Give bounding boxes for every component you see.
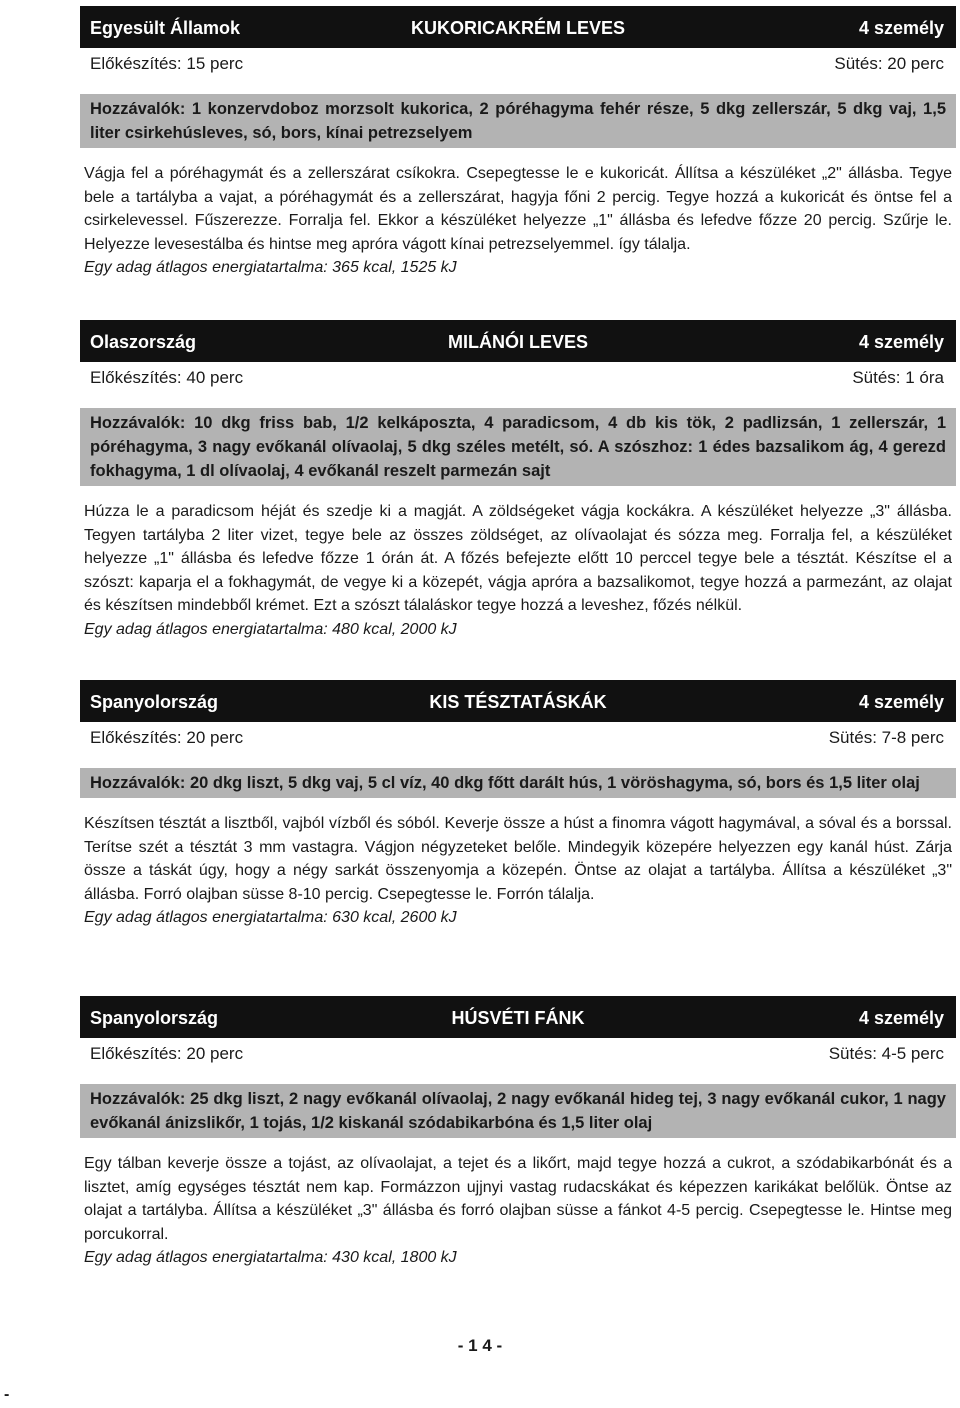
method-text: Egy tálban keverje össze a tojást, az olívaolajat, a tejet és a likőrt, majd tegye hozzá a cukrot, a szódabikarbónát és a lisztet, amíg egységes tésztát nem kap. Formázzon ujjnyi vastag rudacskákat és képezzen karikákat belőlük. Öntse az olajat a tartályba. Állítsa a készüléket „3" állásba és forró olajban süsse a fánkot 4-5 percig. Csepegtesse le. Hintse meg porcukorral. bbox=[84, 1155, 952, 1243]
recipe-times bbox=[80, 362, 956, 392]
recipe-header bbox=[80, 680, 956, 722]
energy-info: Egy adag átlagos energiatartalma: 365 kcal, 1525 kJ bbox=[84, 259, 457, 276]
recipe-servings: 4 személy bbox=[858, 332, 944, 352]
recipe-country: Olaszország bbox=[90, 332, 197, 352]
recipe-header bbox=[80, 320, 956, 362]
energy-info: Egy adag átlagos energiatartalma: 630 kcal, 2600 kJ bbox=[84, 909, 457, 926]
prep-time: Előkészítés: 40 perc bbox=[90, 368, 244, 387]
recipe-title: MILÁNÓI LEVES bbox=[447, 332, 588, 352]
cook-time: Sütés: 1 óra bbox=[852, 368, 944, 387]
energy-info: Egy adag átlagos energiatartalma: 480 kcal, 2000 kJ bbox=[84, 620, 457, 638]
cook-time: Sütés: 20 perc bbox=[834, 54, 944, 73]
recipe-servings: 4 személy bbox=[858, 1008, 944, 1028]
method-text: Készítsen tésztát a lisztből, vajból vízből és sóból. Keverje össze a húst a finomra vágott hagymával, a sóval és a borssal. Terítse szét a tésztát 3 mm vastagra. Vágjon négyzeteket belőle. Mindegyik közepére helyezzen egy kanál húst. Zárja össze a táskát úgy, hogy a négy sarkát összenyomja a közepén. Öntse az olajat a tartályba. Állítsa a készüléket „3" állásba. Forró olajban süsse 8-10 percig. Csepegtesse le. Forrón tálalja. bbox=[84, 815, 952, 903]
recipe-times bbox=[80, 48, 956, 78]
recipe-country: Spanyolország bbox=[90, 692, 219, 712]
recipe-title: KUKORICAKRÉM LEVES bbox=[410, 18, 625, 38]
method-text: Vágja fel a póréhagymát és a zellerszárat csíkokra. Csepegtesse le e kukoricát. Állítsa a készüléket „2" állásba. Tegye bele a tartályba a vajat, a póréhagymát és a zellerszárat, hagyja főni 2 percig. Tegye hozzá a kukoricát és öntse fel a csirkelevessel. Fűszerezze. Forralja fel. Ekkor a készüléket helyezze „1" állásba és lefedve főzze 20 percig. Szűrje le. Helyezze levesestálba és hintse meg apróra vágott kínai petrezselyemmel. így tálalja. bbox=[84, 165, 952, 253]
ingredients-box: Hozzávalók: 1 konzervdoboz morzsolt kukorica, 2 póréhagyma fehér része, 5 dkg zellerszár, 5 dkg vaj, 1,5 liter csirkehúsleves, só, bors, kínai petrezselyem bbox=[80, 94, 956, 148]
cook-time: Sütés: 7-8 perc bbox=[828, 728, 944, 747]
recipe-card bbox=[80, 6, 956, 280]
recipe-title: HÚSVÉTI FÁNK bbox=[451, 1008, 585, 1028]
recipe-country: Egyesült Államok bbox=[90, 18, 241, 38]
prep-time: Előkészítés: 20 perc bbox=[90, 1044, 244, 1063]
recipe-header bbox=[80, 6, 956, 48]
recipe-servings: 4 személy bbox=[858, 18, 944, 38]
corner-mark: - bbox=[4, 1386, 10, 1403]
recipe-title: KIS TÉSZTATÁSKÁK bbox=[429, 692, 607, 712]
recipe-country: Spanyolország bbox=[90, 1008, 219, 1028]
prep-time: Előkészítés: 15 perc bbox=[90, 54, 244, 73]
recipe-header bbox=[80, 996, 956, 1038]
prep-time: Előkészítés: 20 perc bbox=[90, 728, 244, 747]
energy-info: Egy adag átlagos energiatartalma: 430 kcal, 1800 kJ bbox=[84, 1249, 457, 1266]
ingredients-box: Hozzávalók: 10 dkg friss bab, 1/2 kelkáposzta, 4 paradicsom, 4 db kis tök, 2 padlizsán, 1 zellerszár, 1 póréhagyma, 3 nagy evőkanál olívaolaj, 5 dkg széles metélt, só. A szószhoz: 1 édes bazsalikom ág, 4 gerezd fokhagyma, 1 dl olívaolaj, 4 evőkanál reszelt parmezán sajt bbox=[80, 408, 956, 486]
recipe-times bbox=[80, 1038, 956, 1068]
recipe-times bbox=[80, 722, 956, 752]
ingredients-box: Hozzávalók: 25 dkg liszt, 2 nagy evőkanál olívaolaj, 2 nagy evőkanál hideg tej, 3 nagy evőkanál cukor, 1 nagy evőkanál ánizslikőr, 1 tojás, 1/2 kiskanál szódabikarbóna és 1,5 liter olaj bbox=[80, 1084, 956, 1138]
recipe-card bbox=[80, 996, 956, 1270]
cook-time: Sütés: 4-5 perc bbox=[828, 1044, 944, 1063]
recipe-card bbox=[80, 320, 956, 642]
ingredients-box: Hozzávalók: 20 dkg liszt, 5 dkg vaj, 5 cl víz, 40 dkg főtt darált hús, 1 vöröshagyma, só, bors és 1,5 liter olaj bbox=[80, 768, 956, 798]
page-number: - 1 4 - bbox=[457, 1336, 503, 1355]
recipe-servings: 4 személy bbox=[858, 692, 944, 712]
method-text: Húzza le a paradicsom héját és szedje ki a magját. A zöldségeket vágja kockákra. A készüléket helyezze „3" állásba. Tegyen tartályba 2 liter vizet, tegye bele az összes zöldséget, az olívaolajat és sózza meg. Forralja fel, a készüléket helyezze „1" állásba és lefedve főzze 1 órán át. A főzés befejezte előtt 10 perccel tegye bele a tésztát. Készítse el a szószt: kaparja el a fokhagymát, de vegye ki a közepét, vágja apróra a bazsalikomot, tegye hozzá a parmezánt, az olajat és készítsen mindebből krémet. Ezt a szószt tálaláskor tegye hozzá a leveshez, főzés nélkül. bbox=[84, 503, 952, 614]
recipe-card bbox=[80, 680, 956, 930]
